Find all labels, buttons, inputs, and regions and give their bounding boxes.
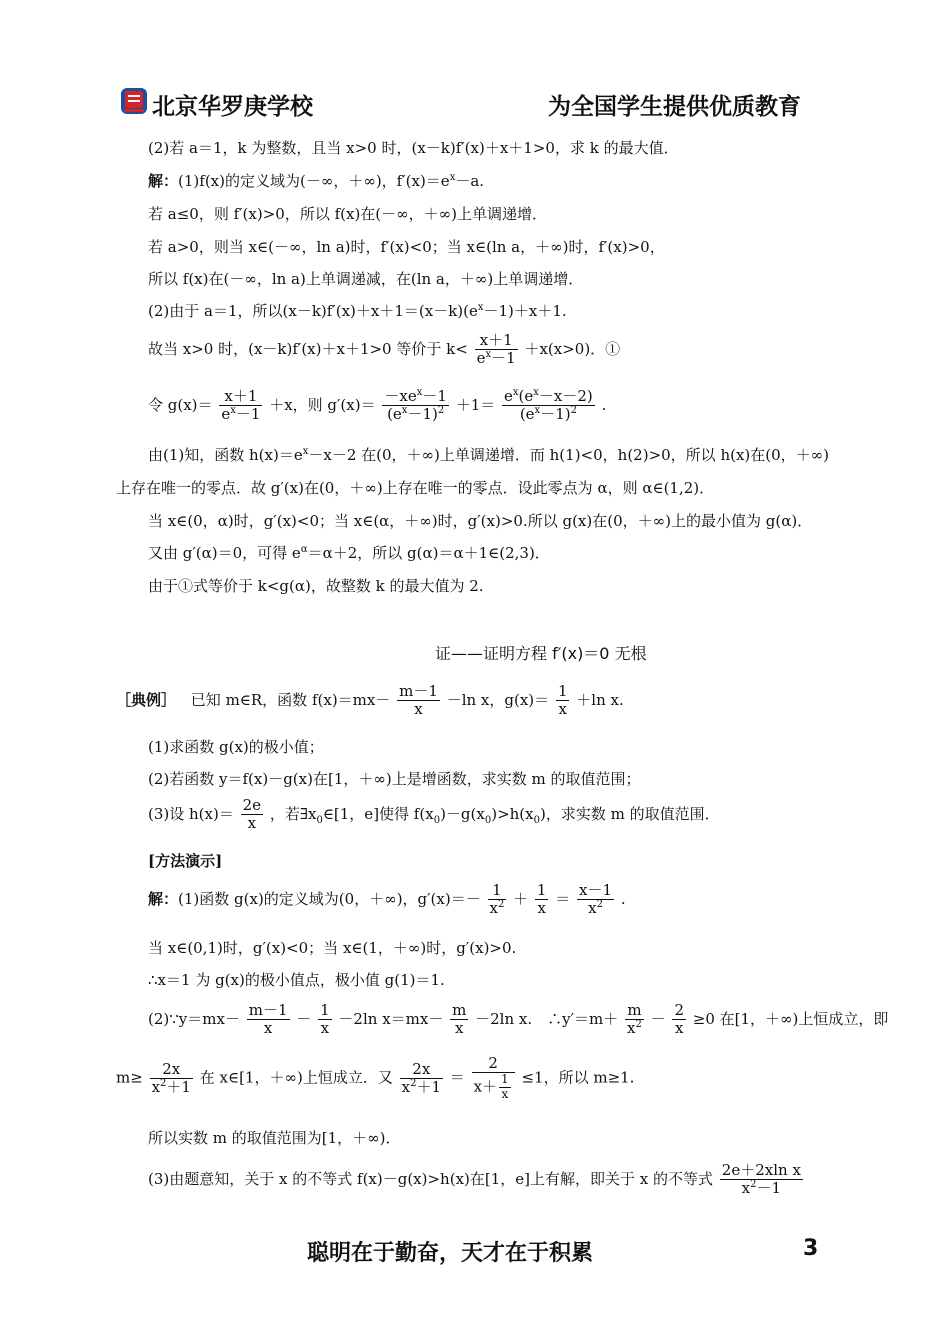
fraction: $\frac{m-1}{x}$ <box>399 682 438 719</box>
fraction: $\frac{m}{x}$ <box>452 1001 467 1038</box>
text-line: 所以 f(x)在(－∞，ln a)上单调递减，在(ln a，＋∞)上单调递增． <box>148 270 584 288</box>
equation-line: 令 g(x)＝ $\frac{x+1}{e^x-1}$ ＋x，则 g′(x)＝ $\frac{-xe^x-1}{(e^x-1)^2}$ ＋1＝ $\frac{e^x(e^x-x-2)}{(e^x-1)^2}$ . <box>148 387 607 424</box>
text-line: 若 a≤0，则 f′(x)>0，所以 f(x)在(－∞，＋∞)上单调递增． <box>148 205 548 223</box>
equation-line: 故当 x>0 时，(x－k)f′(x)＋x＋1>0 等价于 k< $\frac{x+1}{e^x-1}$ ＋x(x>0)．① <box>148 331 621 368</box>
text-line: (2)由于 a＝1，所以$(x-k)f'(x)+x+1=(x-k)(e^x-1)+x+1$. <box>148 302 567 320</box>
fraction: $\frac{1}{x}$ <box>320 1001 330 1038</box>
fraction: $\frac{x-1}{x^2}$ <box>579 881 613 918</box>
text-line: 又由 g′(α)＝0，可得 $e^\alpha=\alpha+2$，所以 g(α)＝α＋1∈(2,3)． <box>148 544 550 562</box>
fraction: $\frac{\text{2e＋2xln x}}{x^2-1}$ <box>721 1161 801 1198</box>
solution-line: 解：(1)f(x)的定义域为(－∞，＋∞)，$f'(x)=e^x-a$. <box>148 172 485 190</box>
fraction: $\frac{m}{x^2}$ <box>627 1001 642 1038</box>
fraction: $\frac{2x}{x^2+1}$ <box>151 1059 191 1096</box>
text-line: 当 x∈(0，α)时，g′(x)<0；当 x∈(α，＋∞)时，g′(x)>0.所以 g(x)在(0，＋∞)上的最小值为 g(α)． <box>148 512 813 530</box>
method-heading: [方法演示] <box>148 852 223 870</box>
equation-line: (3)由题意知，关于 x 的不等式 f(x)－g(x)>h(x)在[1，e]上有解，即关于 x 的不等式 $\frac{\text{2e＋2xln x}}{x^2-1}$ <box>148 1161 801 1198</box>
fraction: $\frac{1}{x}$ <box>557 682 568 719</box>
text-line: (2)若函数 y＝f(x)－g(x)在[1，＋∞)上是增函数，求实数 m 的取值范围； <box>148 770 641 788</box>
page-number: 3 <box>803 1236 819 1261</box>
fraction: 2 x＋ $\frac{1}{x}$ <box>472 1055 515 1102</box>
text-line: 所以实数 m 的取值范围为[1，＋∞)． <box>148 1129 401 1147</box>
school-name: 北京华罗庚学校 <box>152 94 313 120</box>
example-label: ［典例］ <box>116 690 177 709</box>
equation-line: 解：(1)函数 g(x)的定义域为(0，＋∞)，g′(x)＝－ $\frac{1}{x^2}$ ＋ $\frac{1}{x}$ ＝ $\frac{x-1}{x^2}$ . <box>148 881 626 918</box>
fraction: $\frac{2x}{x^2+1}$ <box>401 1059 441 1096</box>
text-line: 若 a>0，则当 x∈(－∞，ln a)时，f′(x)<0；当 x∈(ln a，＋∞)时，f′(x)>0， <box>148 238 665 256</box>
fraction: $\frac{e^x(e^x-x-2)}{(e^x-1)^2}$ <box>504 387 593 424</box>
footer-motto: 聪明在于勤奋，天才在于积累 <box>307 1241 594 1266</box>
equation-line: (2)∵y＝mx－ $\frac{m-1}{x}$ － $\frac{1}{x}$ －2ln x＝mx－ $\frac{m}{x}$ －2ln x. ∴y′＝m＋ $\frac{m}{x^2}$ － $\frac{2}{x}$ ≥0 在[1，＋∞)上恒成立，即 <box>148 1001 889 1038</box>
solution-label: 解： <box>148 172 179 190</box>
text-line: 由(1)知，函数 $h(x)=e^x-x-2$ 在(0，＋∞)上单调递增．而 h(1)<0，h(2)>0，所以 h(x)在(0，＋∞) <box>148 446 830 464</box>
header-slogan: 为全国学生提供优质教育 <box>548 94 801 120</box>
fraction: $\frac{1}{x}$ <box>501 1072 509 1102</box>
fraction: $\frac{2e}{x}$ <box>242 796 262 833</box>
fraction: $\frac{1}{x}$ <box>536 881 547 918</box>
solution-label: 解： <box>148 889 179 908</box>
problem-part-2: (2)若 a＝1，k 为整数，且当 x>0 时，(x－k)f′(x)＋x＋1>0，求 k 的最大值． <box>148 139 679 157</box>
example-problem: ［典例］ 已知 m∈R，函数 f(x)＝mx－ $\frac{m-1}{x}$ －ln x，g(x)＝ $\frac{1}{x}$ ＋ln x. <box>116 682 624 719</box>
fraction: $\frac{m-1}{x}$ <box>248 1001 288 1038</box>
text-line: 上存在唯一的零点．故 g′(x)在(0，＋∞)上存在唯一的零点．设此零点为 α，则 α∈(1,2)． <box>116 479 715 497</box>
text-line: 当 x∈(0,1)时，g′(x)<0；当 x∈(1，＋∞)时，g′(x)>0. <box>148 939 517 957</box>
fraction: $\frac{-xe^x-1}{(e^x-1)^2}$ <box>384 387 447 424</box>
equation-line: (3)设 h(x)＝ $\frac{2e}{x}$ ，若$\exists x_0\in[1$，e]使得 $f(x_0)-g(x_0)>h(x_0)$，求实数 m 的取值范围． <box>148 796 720 833</box>
text-line: (1)求函数 g(x)的极小值； <box>148 738 324 756</box>
text-line: ∴x＝1 为 g(x)的极小值点，极小值 g(1)＝1. <box>148 971 445 989</box>
text-line: 由于①式等价于 k<g(α)，故整数 k 的最大值为 2. <box>148 577 484 595</box>
fraction: $\frac{x+1}{e^x-1}$ <box>476 331 516 368</box>
fraction: $\frac{1}{x^2}$ <box>489 881 505 918</box>
fraction: $\frac{2}{x}$ <box>674 1001 684 1038</box>
section-title: 证——证明方程 f′(x)＝0 无根 <box>435 644 647 663</box>
equation-line: m≥ $\frac{2x}{x^2+1}$ 在 x∈[1，＋∞)上恒成立．又 $\frac{2x}{x^2+1}$ ＝ 2 x＋ $\frac{1}{x}$ ≤1，所以 m≥1. <box>116 1054 635 1102</box>
school-logo-icon <box>121 88 147 114</box>
fraction: $\frac{x+1}{e^x-1}$ <box>221 387 261 424</box>
